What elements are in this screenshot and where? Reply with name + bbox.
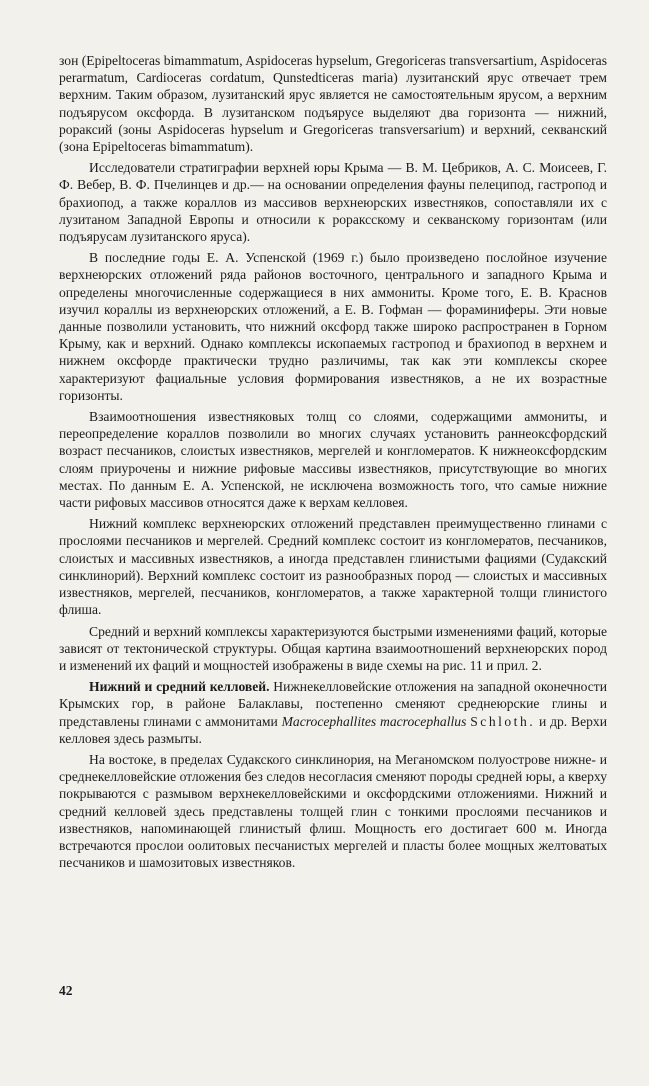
paragraph-2: Исследователи стратиграфии верхней юры Крыма — В. М. Цебриков, А. С. Моисеев, Г. Ф. Вебер, В. Ф. Пчелинцев и др.— на основании определения фауны пелеципод, гастропод и брахиопод, а также кораллов из массивов верхнеюрских известняков, сопоставляли их с лузитаном Западной Европы и относили к рораксскому и секванскому горизонтам (или подъярусам лузитанского яруса). xyxy=(59,160,607,245)
paragraph-5: Нижний комплекс верхнеюрских отложений представлен преимущественно глинами с прослоями песчаников и мергелей. Средний комплекс состоит из конгломератов, песчаников, слоистых и массивных известняков, а иногда представлен глинистыми фациями (Судакский синклинорий). Верхний комплекс состоит из разнообразных пород — слоистых и массивных известняков, мергелей, песчаников, конгломератов, а также характерной толщи глинистого флиша. xyxy=(59,516,607,618)
paragraph-7-text-after: и др. Верхи келловея здесь размыты. xyxy=(59,713,608,746)
paragraph-6: Средний и верхний комплексы характеризуются быстрыми изменениями фаций, которые зависят от тектонической структуры. Общая картина взаимоотношений верхнеюрских пород и изменений их фаций и мощностей изображены в виде схемы на рис. 11 и прил. 2. xyxy=(59,623,607,673)
page-number: 42 xyxy=(59,983,73,998)
paragraph-7-text-before: Нижнекелловейские отложения на западной оконечности Крымских гор, в районе Балаклавы, постепенно сменяют среднеюрские глины и представлены глинами с аммонитами xyxy=(59,679,607,729)
paragraph-8: На востоке, в пределах Судакского синклинория, на Меганомском полуострове нижне- и среднекелловейские отложения без следов несогласия сменяют породы средней юры, а кверху покрываются с размывом верхнекелловейскими и оксфордскими отложениями. Нижний и средний келловей здесь представлены толщей глин с тонкими прослоями песчаников и известняков, напоминающей глинистый флиш. Мощность его достигает 600 м. Иногда встречаются прослои оолитовых песчанистых мергелей и пласты более мощных желтоватых песчаников и шамозитовых известняков. xyxy=(59,751,607,871)
paragraph-3: В последние годы Е. А. Успенской (1969 г.) было произведено послойное изучение верхнеюрских отложений ряда районов восточного, центрального и западного Крыма и определены многочисленные содержащиеся в них аммониты. Кроме того, Е. В. Краснов изучил кораллы из верхнеюрских отложений, а Е. В. Гофман — фораминиферы. Эти новые данные позволили установить, что нижний оксфорд также широко распространен в Горном Крыму, как и верхний. Однако комплексы ископаемых гастропод и брахиопод в верхнем и нижнем оксфорде практически трудно различимы, так как эти комплексы скорее характеризуют фациальные условия формирования известняков, а не их возрастные горизонты. xyxy=(59,250,607,403)
paragraph-7 xyxy=(59,678,607,747)
species-name: Macrocephallites macrocephallus xyxy=(281,713,467,729)
author-name: Schloth. xyxy=(470,713,536,729)
paragraph-1: зон (Epipeltoceras bimammatum, Aspidoceras hypselum, Gregoriceras transversartium, Aspidoceras perarmatum, Cardioceras cordatum, Qunstedticeras maria) лузитанский ярус отвечает трем верхним. Таким образом, лузитанский ярус является не самостоятельным ярусом, а верхним подъярусом оксфорда. В лузитанском подъярусе выделяют два горизонта — нижний, рораксий (зоны Aspidoceras hypselum и Gregoriceras transversarium) и верхний, секванский (зона Epipeltoceras bimammatum). xyxy=(59,53,607,155)
paragraph-4: Взаимоотношения известняковых толщ со слоями, содержащими аммониты, и переопределение кораллов позволили во многих случаях установить раннеоксфордский возраст песчаников, слоистых известняков, мергелей и конгломератов. К нижнеоксфордским слоям приурочены и нижние рифовые массивы известняков, присутствующие во многих местах. По данным Е. А. Успенской, не исключена возможность того, что самые нижние части рифовых массивов относятся даже к верхам келловея. xyxy=(59,409,607,511)
section-heading: Нижний и средний келловей. xyxy=(89,679,270,695)
body-text xyxy=(59,52,607,871)
